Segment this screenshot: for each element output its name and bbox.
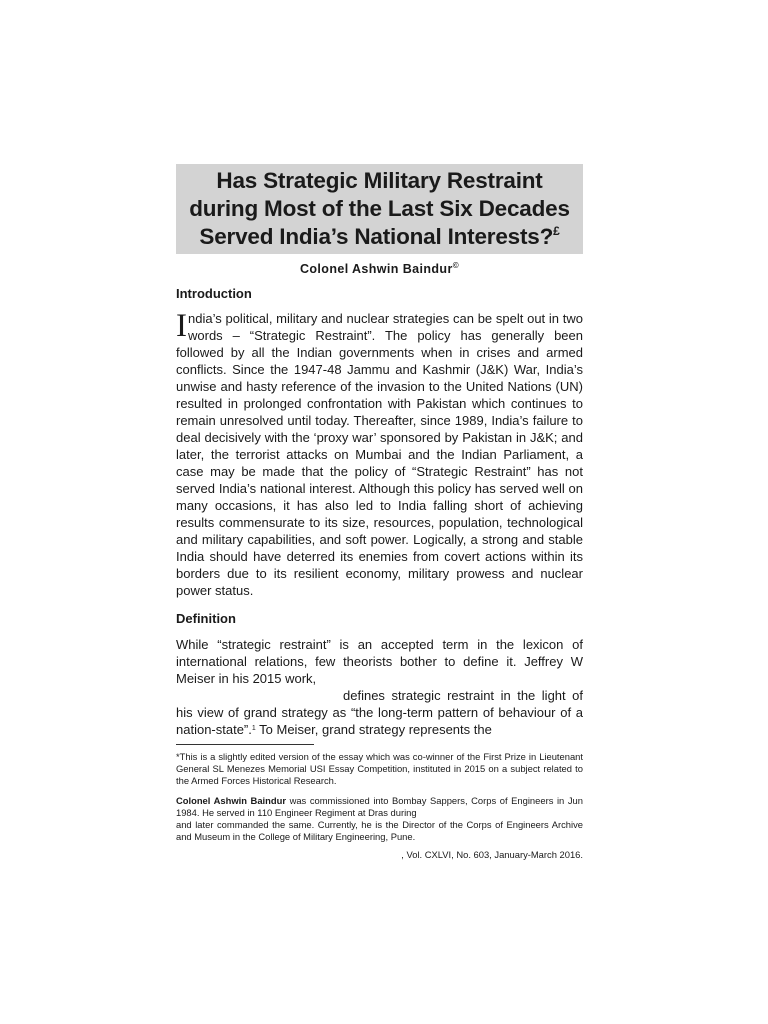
introduction-heading: Introduction (176, 286, 252, 301)
title-line-1: Has Strategic Military Restraint (216, 168, 543, 193)
bio-text-a: was commissioned into Bombay Sappers, Corps of Engineers in Jun 1984. He served in 110 Engineer Regiment at Dras during (176, 795, 583, 818)
definition-text-b: defines strategic restraint in the light of his view of grand strategy as “the long-term pattern of behaviour of a nation-state”. (176, 688, 583, 737)
definition-text-c: To Meiser, grand strategy represents the (255, 722, 492, 737)
author-footnote-mark: © (452, 261, 460, 270)
introduction-paragraph (176, 310, 583, 599)
title-banner (176, 164, 583, 254)
footnote-reference: 1 (251, 725, 256, 732)
journal-citation: , Vol. CXLVI, No. 603, January-March 2016. (401, 849, 583, 860)
bio-author-name: Colonel Ashwin Baindur (176, 795, 286, 806)
title-line-2: during Most of the Last Six Decades (189, 196, 570, 221)
drop-cap: I (176, 308, 187, 344)
definition-paragraph-continued (176, 687, 583, 738)
introduction-text: ndia’s political, military and nuclear strategies can be spelt out in two words – “Strategic Restraint”. The policy has generally been followed by all the Indian governments when in crises and armed conflicts. Since the 1947-48 Jammu and Kashmir (J&K) War, India’s unwise and hasty reference of the invasion to the United Nations (UN) resulted in prolonged confrontation with Pakistan which continues to remain unresolved until today. Thereafter, since 1989, India’s failure to deal decisively with the ‘proxy war’ sponsored by Pakistan in J&K; and later, the terrorist attacks on Mumbai and the Indian Parliament, a case may be made that the policy of “Strategic Restraint” has not served India’s national interest. Although this policy has served well on many occasions, it has also led to India falling short of achieving results commensurate to its size, resources, population, technological and military capabilities, and soft power. Logically, a strong and stable India should have deterred its enemies from covert actions within its borders due to its resilient economy, military prowess and nuclear power status. (176, 311, 583, 598)
title-footnote-mark: £ (553, 224, 560, 238)
footnote-divider (176, 744, 314, 745)
title-line-3 (199, 223, 559, 251)
definition-paragraph-start: While “strategic restraint” is an accepted term in the lexicon of international relations, few theorists bother to define it. Jeffrey W Meiser in his 2015 work, (176, 637, 583, 686)
footnote-author-bio-end: and later commanded the same. Currently, he is the Director of the Corps of Engineers Archive and Museum in the College of Military Engineering, Pune. (176, 819, 583, 842)
author-byline (176, 261, 583, 277)
definition-heading: Definition (176, 611, 236, 626)
footnote-essay-note: *This is a slightly edited version of the essay which was co-winner of the First Prize in Lieutenant General SL Menezes Memorial USI Essay Competition, instituted in 2015 on a subject related to the Armed Forces Historical Research. (176, 751, 583, 786)
title-line-3-text: Served India’s National Interests? (199, 224, 554, 249)
footnote-author-bio-start (176, 795, 583, 819)
author-name: Colonel Ashwin Baindur (299, 262, 453, 276)
